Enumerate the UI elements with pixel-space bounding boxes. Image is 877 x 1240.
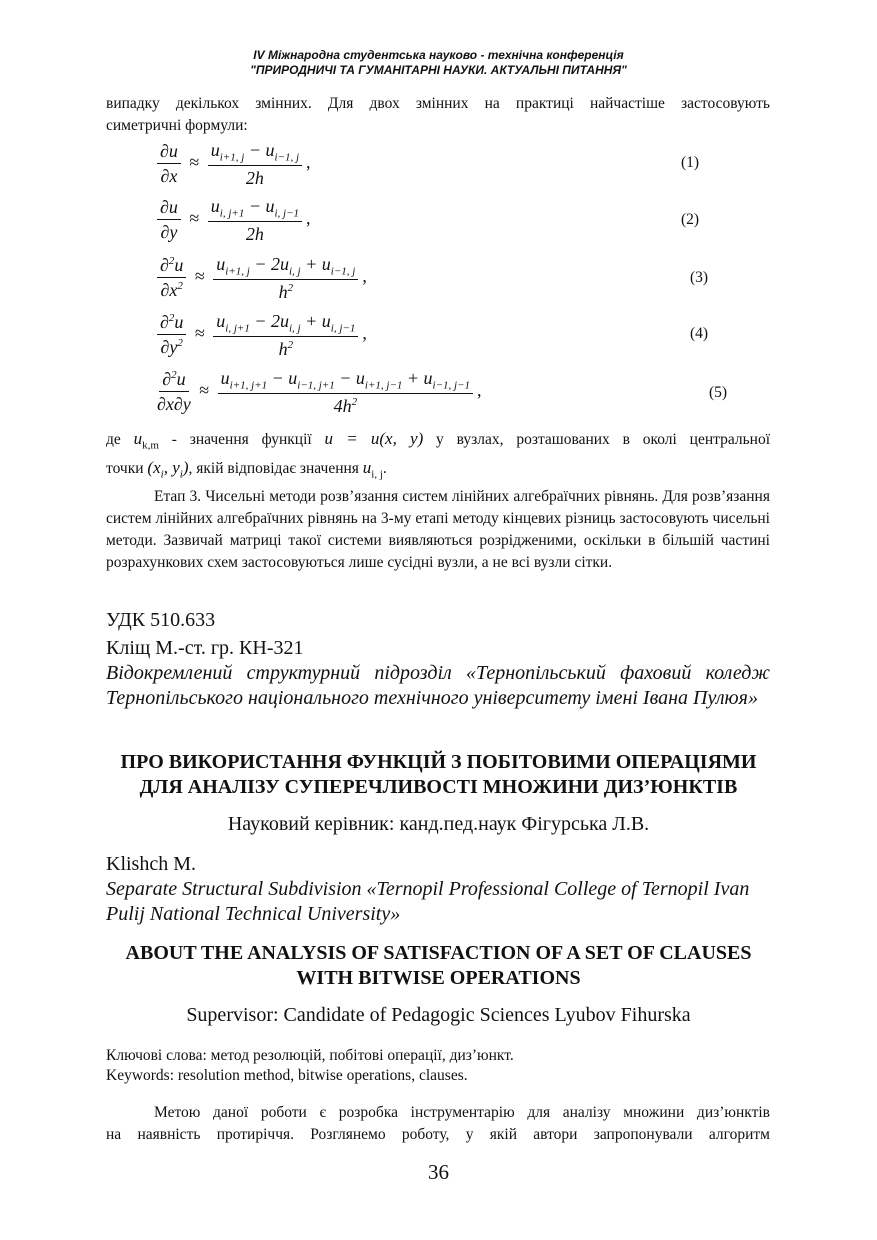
author-en: Klishch M. bbox=[106, 853, 196, 875]
equation-number-1: (1) bbox=[681, 154, 700, 171]
formula-2: $\frac{\partial u}{\partial y}$ ≈ $\frac{u_{i, j+1} - u_{i, j-1}}{2h}$ , bbox=[157, 196, 315, 245]
equation-number-3: (3) bbox=[690, 269, 709, 286]
udk-code: УДК 510.633 bbox=[106, 609, 216, 631]
affiliation-ua: Відокремлений структурний підрозділ «Тернопільський фаховий коледж Тернопільського національного технічного університету імені Івана Пулюя» bbox=[106, 662, 770, 709]
body-line-2: на наявність протиріччя. Розглянемо роботу, у якій автори запропонували алгоритм bbox=[106, 1126, 770, 1143]
formula-3: $\frac{\partial^2u}{\partial x^2}$ ≈ $\frac{u_{i+1, j} - 2u_{i, j} + u_{i-1, j}}{h^2}$ , bbox=[157, 254, 371, 303]
supervisor-ua: Науковий керівник: канд.пед.наук Фігурська Л.В. bbox=[227, 813, 650, 835]
title-en bbox=[90, 941, 787, 991]
keywords-en: Keywords: resolution method, bitwise operations, clauses. bbox=[106, 1067, 468, 1084]
formula-4: $\frac{\partial^2u}{\partial y^2}$ ≈ $\frac{u_{i, j+1} - 2u_{i, j} + u_{i, j-1}}{h^2}$ , bbox=[157, 311, 371, 360]
header-line-1: IV Міжнародна студентська науково - технічна конференція bbox=[253, 48, 624, 62]
title-ua-line-2: ДЛЯ АНАЛІЗУ СУПЕРЕЧЛИВОСТІ МНОЖИНИ ДИЗ’ЮНКТІВ bbox=[139, 776, 738, 798]
conference-header bbox=[0, 48, 877, 78]
etap3-paragraph: Етап 3. Чисельні методи розв’язання систем лінійних алгебраїчних рівнянь. Для розв’язання систем лінійних алгебраїчних рівнянь на 3-му етапі методу кінцевих різниць застосовують чисельні методи. Зазвичай матриці такої системи виявляються розрідженими, оскільки в більшій частині розрахункових схем застосовуються лише сусідні вузли, а не всі вузли сітки. bbox=[106, 488, 770, 571]
supervisor-en: Supervisor: Candidate of Pedagogic Sciences Lyubov Fihurska bbox=[186, 1004, 691, 1026]
where-text-point: точки bbox=[106, 460, 144, 477]
title-ua-line-1: ПРО ВИКОРИСТАННЯ ФУНКЦІЙ З ПОБІТОВИМИ ОПЕРАЦІЯМИ bbox=[120, 751, 757, 773]
title-en-line-2: WITH BITWISE OPERATIONS bbox=[296, 967, 581, 989]
where-text-de: де bbox=[106, 431, 121, 448]
author-ua: Кліщ М.-ст. гр. КН-321 bbox=[106, 637, 304, 659]
equation-number-2: (2) bbox=[681, 211, 700, 228]
title-en-line-1: ABOUT THE ANALYSIS OF SATISFACTION OF A SET OF CLAUSES bbox=[125, 942, 752, 964]
affiliation-en: Separate Structural Subdivision «Ternopil Professional College of Ternopil Ivan Pulij National Technical University» bbox=[106, 878, 750, 925]
intro-line-2: симетричні формули: bbox=[106, 117, 248, 134]
formula-1: $\frac{\partial u}{\partial x}$ ≈ $\frac{u_{i+1, j} - u_{i-1, j}}{2h}$ , bbox=[157, 140, 315, 189]
body-line-1: Метою даної роботи є розробка інструментарію для аналізу множини диз’юнктів bbox=[154, 1104, 770, 1121]
page-number: 36 bbox=[428, 1160, 449, 1184]
where-line-2: точки ($x_i$, $y_i$), якій відповідає значення $u_{i, j}$. bbox=[106, 458, 387, 481]
header-line-2: "ПРИРОДНИЧІ ТА ГУМАНІТАРНІ НАУКИ. АКТУАЛЬНІ ПИТАННЯ" bbox=[250, 63, 627, 77]
where-text-end: . bbox=[382, 460, 387, 477]
where-text-value: - значення функції bbox=[171, 431, 312, 448]
keywords-ua: Ключові слова: метод резолюцій, побітові операції, диз’юнкт. bbox=[106, 1047, 514, 1064]
where-text-which: , якій відповідає значення bbox=[188, 460, 359, 477]
where-line-1: де $u_{k,m}$ - значення функції u = u(x, y) у вузлах, розташованих в околі центральної bbox=[106, 429, 770, 452]
intro-line-1: випадку декількох змінних. Для двох змінних на практиці найчастіше застосовують bbox=[106, 95, 770, 112]
title-ua bbox=[90, 750, 787, 800]
equation-number-5: (5) bbox=[709, 384, 728, 401]
formula-5: $\frac{\partial^2u}{\partial x\partial y}$ ≈ $\frac{u_{i+1, j+1} - u_{i-1, j+1} - u_{i+1, j-1} + u_{i-1, j-1}}{4h^2}$ , bbox=[157, 368, 482, 416]
equation-number-4: (4) bbox=[690, 325, 709, 342]
where-text-nodes: у вузлах, розташованих в околі центральної bbox=[436, 431, 770, 448]
